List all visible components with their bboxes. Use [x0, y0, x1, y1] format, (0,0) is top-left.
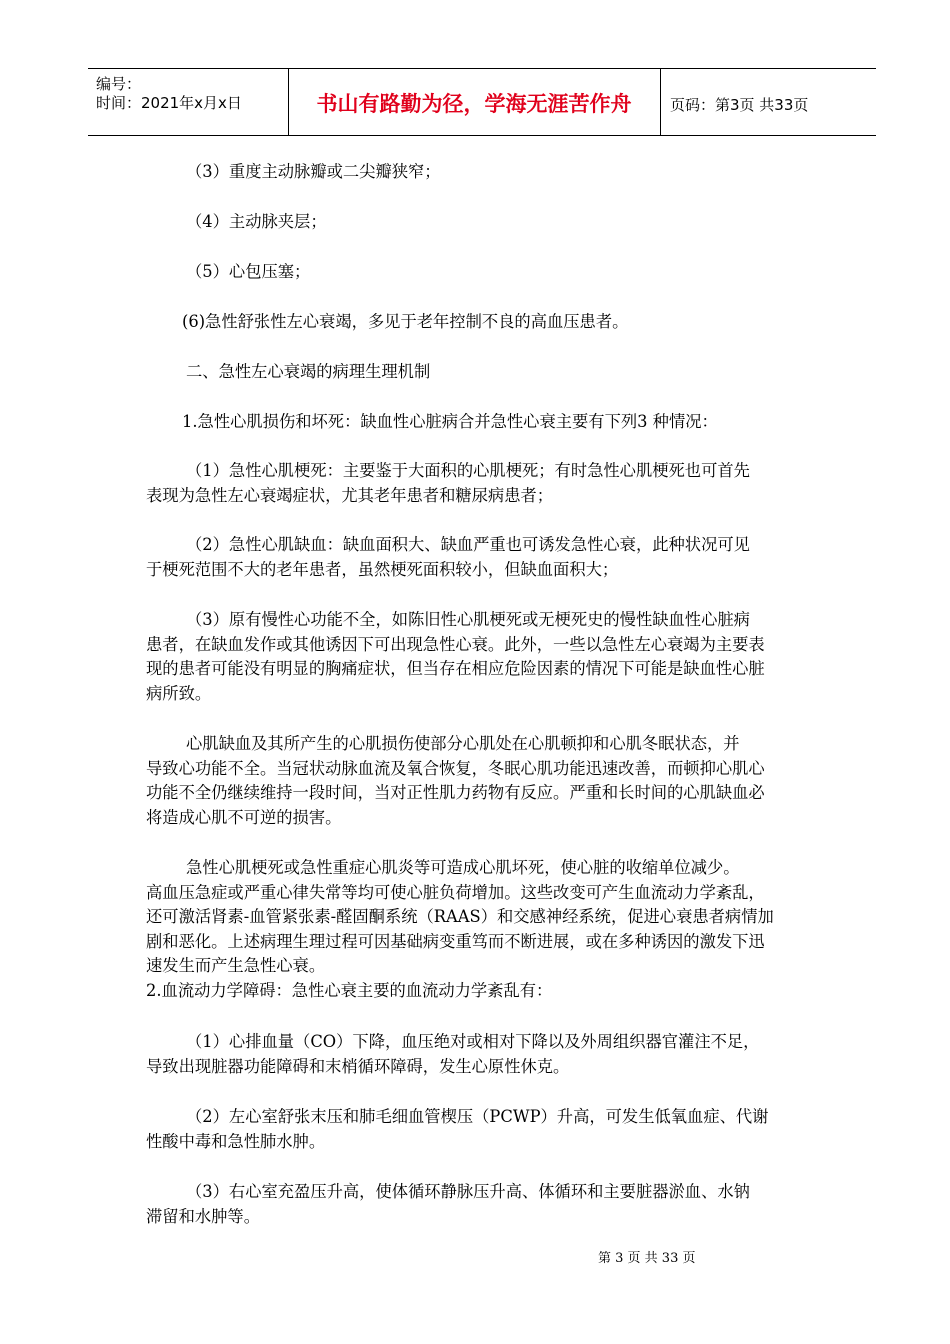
- text-line: 将造成心肌不可逆的损害。: [146, 807, 342, 827]
- paragraph: [146, 533, 851, 582]
- text-line: 高血压急症或严重心律失常等均可使心脏负荷增加。这些改变可产生血流动力学紊乱，: [146, 882, 765, 902]
- text-line: （2）急性心肌缺血：缺血面积大、缺血严重也可诱发急性心衰，此种状况可见: [186, 535, 750, 554]
- text-line: 1.急性心肌损伤和坏死：缺血性心脏病合并急性心衰主要有下列3 种情况：: [182, 412, 718, 431]
- paragraph: [146, 732, 851, 830]
- paragraph: [146, 856, 851, 1003]
- text-line: 滞留和水肿等。: [146, 1206, 260, 1226]
- paragraph: [186, 260, 891, 285]
- text-line: 心肌缺血及其所产生的心肌损伤使部分心肌处在心肌顿抑和心肌冬眠状态，并: [186, 734, 740, 753]
- text-line: （3）重度主动脉瓣或二尖瓣狭窄；: [186, 162, 441, 181]
- header-top-rule: [88, 68, 876, 69]
- paragraph: [146, 1105, 851, 1154]
- text-line: (6)急性舒张性左心衰竭，多见于老年控制不良的高血压患者。: [182, 312, 629, 331]
- paragraph: [186, 160, 891, 185]
- header-bottom-rule: [88, 135, 876, 136]
- text-line: 速发生而产生急性心衰。: [146, 956, 326, 975]
- text-line: 功能不全仍继续维持一段时间，当对正性肌力药物有反应。严重和长时间的心肌缺血必: [146, 783, 765, 802]
- header-divider-right: [660, 69, 661, 135]
- text-line: （3）原有慢性心功能不全，如陈旧性心肌梗死或无梗死史的慢性缺血性心脏病: [186, 610, 750, 629]
- header-motto: 书山有路勤为径，学海无涯苦作舟: [316, 92, 632, 116]
- document-date-label: 时间：2021年x月x日: [96, 94, 242, 112]
- text-line: （1）急性心肌梗死：主要鉴于大面积的心肌梗死；有时急性心肌梗死也可首先: [186, 461, 750, 480]
- text-line: （2）左心室舒张末压和肺毛细血管楔压（PCWP）升高，可发生低氧血症、代谢: [186, 1107, 769, 1126]
- text-line: （3）右心室充盈压升高，使体循环静脉压升高、体循环和主要脏器淤血、水钠: [186, 1182, 750, 1201]
- text-line: 病所致。: [146, 683, 212, 703]
- text-line: 导致出现脏器功能障碍和末梢循环障碍，发生心原性休克。: [146, 1056, 570, 1076]
- paragraph: [182, 410, 887, 435]
- text-line: 现的患者可能没有明显的胸痛症状，但当存在相应危险因素的情况下可能是缺血性心脏: [146, 659, 765, 678]
- paragraph: [146, 459, 851, 508]
- paragraph: [146, 1180, 851, 1229]
- text-line: （1）心排血量（CO）下降，血压绝对或相对下降以及外周组织器官灌注不足，: [186, 1032, 760, 1051]
- text-line: 导致心功能不全。当冠状动脉血流及氧合恢复，冬眠心肌功能迅速改善，而顿抑心肌心: [146, 758, 765, 778]
- text-line: 表现为急性左心衰竭症状，尤其老年患者和糖尿病患者；: [146, 485, 554, 505]
- text-line: 于梗死范围不大的老年患者，虽然梗死面积较小，但缺血面积大；: [146, 559, 619, 579]
- text-line: 剧和恶化。上述病理生理过程可因基础病变重笃而不断进展，或在多种诱因的激发下迅: [146, 931, 765, 951]
- page-indicator: 页码：第3页 共33页: [670, 96, 809, 114]
- text-line: （4）主动脉夹层；: [186, 212, 327, 231]
- text-line: 患者，在缺血发作或其他诱因下可出现急性心衰。此外，一些以急性左心衰竭为主要表: [146, 634, 765, 654]
- text-line: 性酸中毒和急性肺水肿。: [146, 1131, 326, 1151]
- page-footer: 第 3 页 共 33 页: [598, 1251, 696, 1266]
- paragraph: [186, 210, 891, 235]
- text-line: 2.血流动力学障碍：急性心衰主要的血流动力学紊乱有：: [146, 980, 553, 1000]
- paragraph: [182, 310, 887, 335]
- text-line: （5）心包压塞；: [186, 262, 311, 281]
- text-line: 二、急性左心衰竭的病理生理机制: [186, 362, 431, 381]
- text-line: 还可激活肾素-血管紧张素-醛固酮系统（RAAS）和交感神经系统，促进心衰患者病情加: [146, 907, 774, 926]
- text-line: 急性心肌梗死或急性重症心肌炎等可造成心肌坏死，使心脏的收缩单位减少。: [186, 858, 740, 877]
- paragraph: [146, 1030, 851, 1079]
- section-heading: [186, 360, 891, 385]
- document-number-label: 编号：: [96, 75, 142, 93]
- paragraph: [146, 608, 851, 706]
